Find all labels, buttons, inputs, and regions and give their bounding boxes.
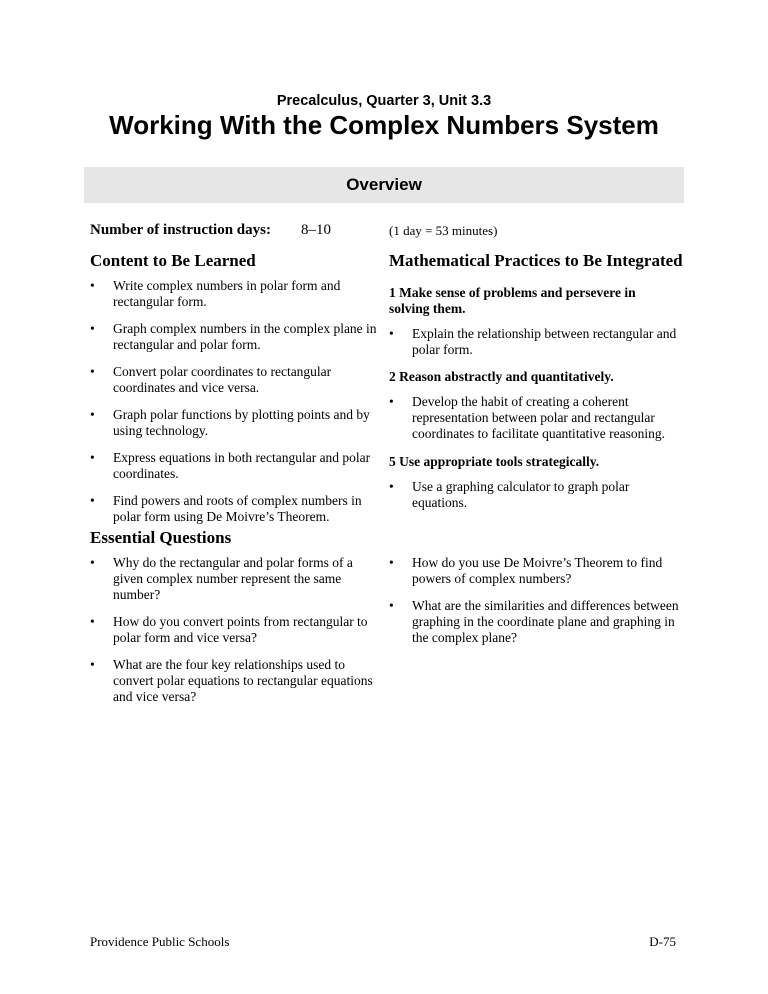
- question-item: • How do you use De Moivre’s Theorem to find powers of complex numbers?: [389, 555, 681, 587]
- practice-item: • Use a graphing calculator to graph polar equations.: [389, 479, 669, 511]
- question-item: • How do you convert points from rectangular to polar form and vice versa?: [90, 614, 375, 646]
- instruction-days-note: (1 day = 53 minutes): [389, 223, 498, 238]
- practice-item: • Develop the habit of creating a coherent representation between polar and rectangular coordinates to facilitate quantitative reasoning.: [389, 394, 681, 442]
- question-item: • Why do the rectangular and polar forms of a given complex number represent the same number?: [90, 555, 375, 603]
- content-heading: Content to Be Learned: [90, 251, 256, 270]
- overview-banner: [84, 167, 684, 203]
- overview-label: Overview: [346, 175, 422, 194]
- instruction-days-value: 8–10: [301, 222, 331, 238]
- practice-title: 5 Use appropriate tools strategically.: [389, 454, 600, 469]
- content-item: • Find powers and roots of complex numbers in polar form using De Moivre’s Theorem.: [90, 493, 380, 525]
- page-number: D-75: [649, 934, 676, 949]
- content-item: • Write complex numbers in polar form and rectangular form.: [90, 278, 380, 310]
- content-item: • Convert polar coordinates to rectangular coordinates and vice versa.: [90, 364, 380, 396]
- course-line: Precalculus, Quarter 3, Unit 3.3: [276, 93, 492, 109]
- practice-list: [389, 326, 679, 358]
- content-list: [90, 278, 380, 525]
- practice-list: [389, 394, 681, 442]
- question-item: • What are the similarities and differences between graphing in the coordinate plane and graphing in the complex plane?: [389, 598, 681, 646]
- content-item: • Express equations in both rectangular and polar coordinates.: [90, 450, 380, 482]
- practice-title: 2 Reason abstractly and quantitatively.: [389, 369, 614, 384]
- question-item: • What are the four key relationships used to convert polar equations to rectangular equations and vice versa?: [90, 657, 375, 705]
- essential-questions-left: [90, 555, 375, 705]
- content-item: • Graph complex numbers in the complex plane in rectangular and polar form.: [90, 321, 380, 353]
- footer-source: Providence Public Schools: [90, 934, 230, 949]
- instruction-days-label: Number of instruction days:: [90, 222, 271, 238]
- practices-heading: Mathematical Practices to Be Integrated: [389, 251, 683, 270]
- practice-title: 1 Make sense of problems and persevere in solving them.: [389, 285, 636, 316]
- practice-list: [389, 479, 669, 511]
- practice-item: • Explain the relationship between rectangular and polar form.: [389, 326, 679, 358]
- essential-questions-right: [389, 555, 681, 646]
- essential-questions-heading: Essential Questions: [90, 528, 232, 547]
- content-item: • Graph polar functions by plotting points and by using technology.: [90, 407, 380, 439]
- page-title: Working With the Complex Numbers System: [109, 110, 659, 140]
